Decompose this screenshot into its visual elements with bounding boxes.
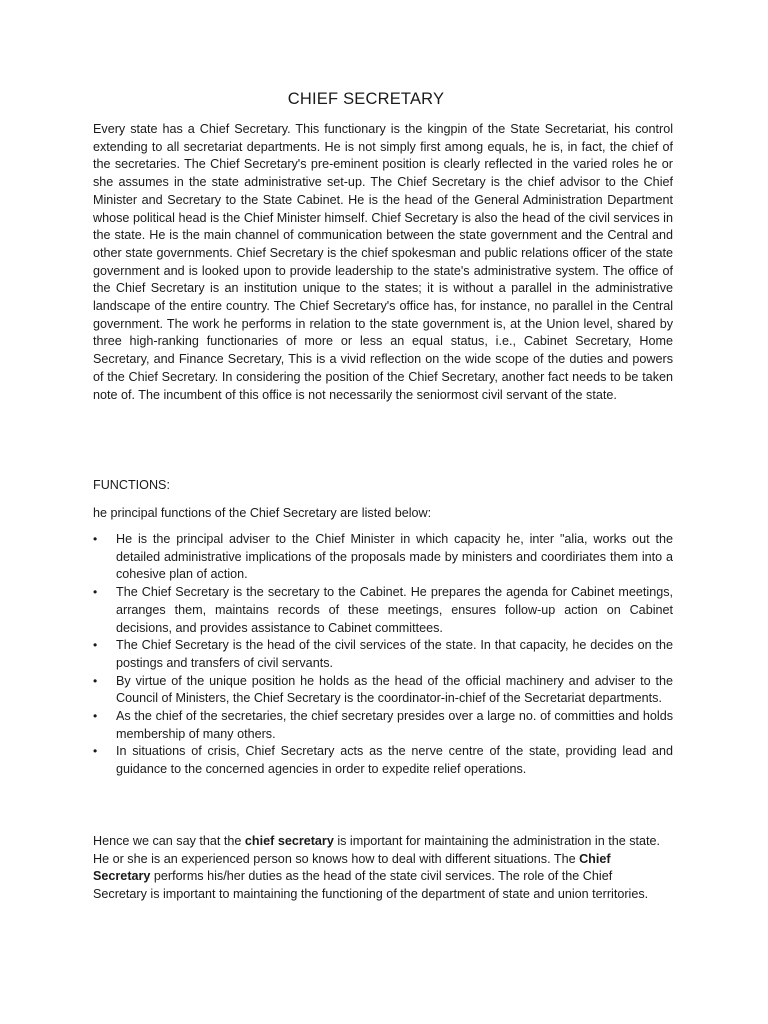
page-title: CHIEF SECRETARY (287, 90, 445, 108)
list-item-text: By virtue of the unique position he holds as the head of the official machinery and adviser to the Council of Ministers, the Chief Secretary is the coordinator-in-chief of the Secretariat departments. (116, 673, 673, 706)
list-item (93, 584, 673, 637)
conclusion-text-2: is important for maintaining the administration in the state. He or she is an experienced person so knows how to deal with different situations. The (93, 834, 661, 866)
conclusion-paragraph (93, 833, 669, 904)
intro-paragraph: Every state has a Chief Secretary. This functionary is the kingpin of the State Secretariat, his control extending to all secretariat departments. He is not simply first among equals, he is, in fact, the chief of the secretaries. The Chief Secretary's pre-eminent position is clearly reflected in the varied roles he or she assumes in the state administrative set-up. The Chief Secretary is the chief advisor to the Chief Minister and Secretary to the State Cabinet. He is the head of the General Administration Department whose political head is the Chief Minister himself. Chief Secretary is also the head of the civil services in the state. He is the main channel of communication between the state government and the Central and other state governments. Chief Secretary is the chief spokesman and public relations officer of the state government and is looked upon to provide leadership to the state's administrative system. The office of the Chief Secretary is an institution unique to the states; it is without a parallel in the administrative landscape of the entire country. The Chief Secretary's office has, for instance, no parallel in the Central government. The work he performs in relation to the state government is, at the Union level, shared by three high-ranking functionaries of more or less an equal status, i.e., Cabinet Secretary, Home Secretary, and Finance Secretary, This is a vivid reflection on the wide scope of the duties and powers of the Chief Secretary. In considering the position of the Chief Secretary, another fact needs to be taken note of. The incumbent of this office is not necessarily the seniormost civil servant of the state. (93, 122, 673, 402)
functions-heading: FUNCTIONS: (93, 478, 170, 492)
bullet-icon: • (93, 585, 98, 600)
functions-list (93, 531, 673, 779)
list-item (93, 531, 673, 584)
list-item-text: In situations of crisis, Chief Secretary acts as the nerve centre of the state, providing lead and guidance to the concerned agencies in order to expedite relief operations. (116, 744, 673, 777)
list-item-text: The Chief Secretary is the secretary to the Cabinet. He prepares the agenda for Cabinet meetings, arranges them, maintains records of these meetings, ensures follow-up action on Cabinet decisions, and provides assistance to Cabinet committees. (116, 585, 673, 635)
list-item-text: The Chief Secretary is the head of the civil services of the state. In that capacity, he decides on the postings and transfers of civil servants. (116, 638, 673, 670)
bullet-icon: • (93, 638, 98, 653)
conclusion-bold-2: Chief Secretary (93, 851, 611, 884)
bullet-icon: • (93, 709, 98, 724)
list-item (93, 708, 673, 743)
conclusion-bold-1: chief secretary (244, 834, 334, 848)
bullet-icon: • (93, 532, 98, 546)
bullet-icon: • (93, 744, 98, 759)
list-item (93, 637, 673, 672)
conclusion-text-1: Hence we can say that the (93, 834, 245, 848)
list-item-text: He is the principal adviser to the Chief Minister in which capacity he, inter "alia, works out the detailed administrative implications of the proposals made by ministers and coordiriates them into a cohesive plan of action. (116, 532, 673, 582)
list-item-text: As the chief of the secretaries, the chief secretary presides over a large no. of committies and holds membership of many others. (116, 709, 673, 741)
functions-lead-text: he principal functions of the Chief Secretary are listed below: (93, 506, 432, 520)
list-item (93, 673, 673, 708)
list-item (93, 743, 673, 778)
conclusion-text-3: performs his/her duties as the head of the state civil services. The role of the Chief Secretary is important to maintaining the functioning of the department of state and union territories. (93, 869, 649, 902)
bullet-icon: • (93, 673, 98, 688)
